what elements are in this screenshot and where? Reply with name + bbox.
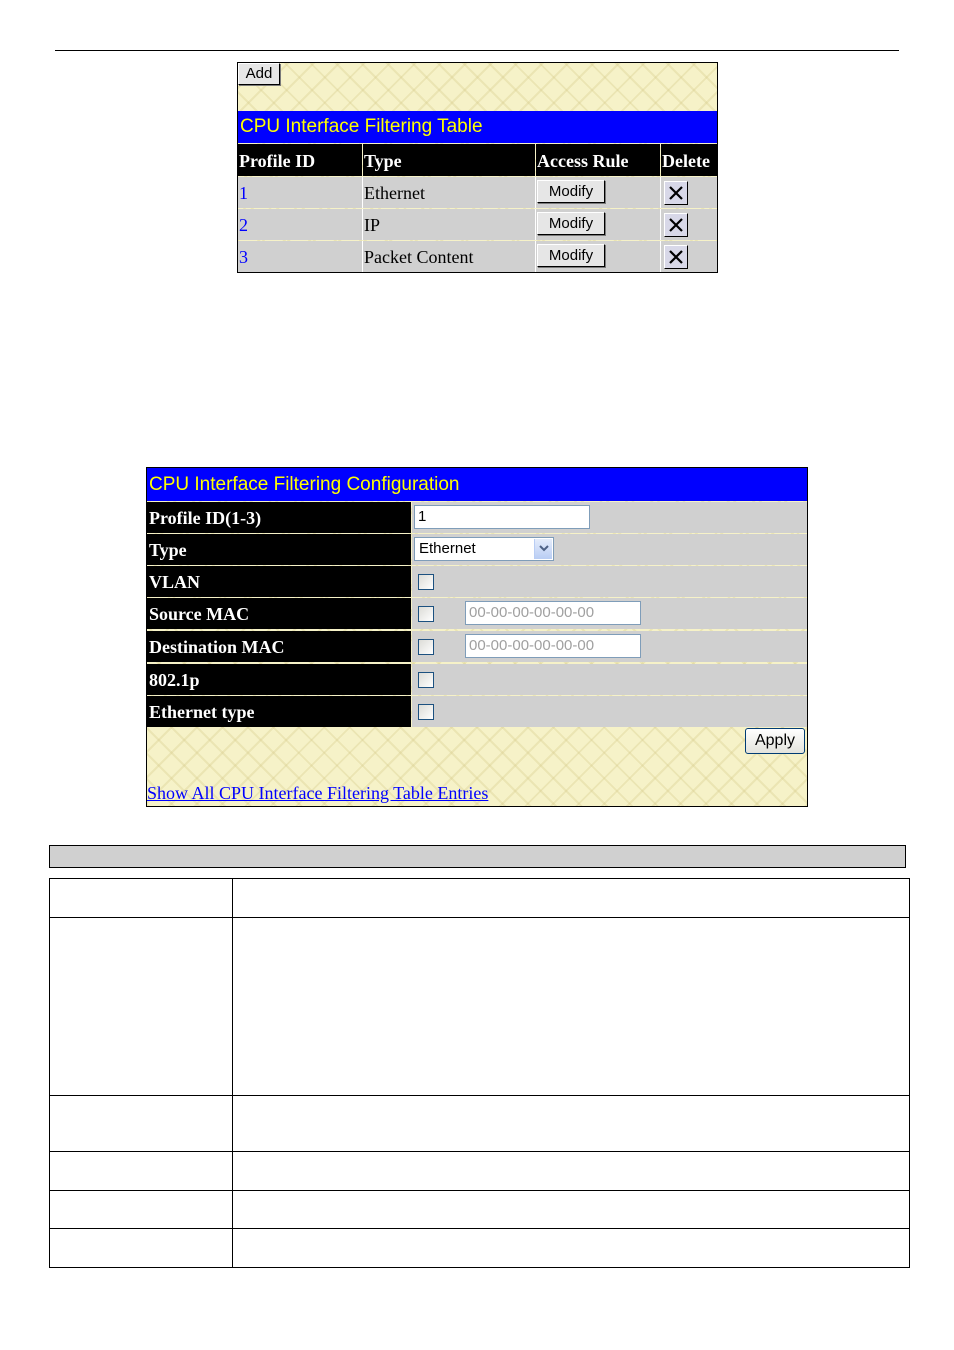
- header-profile-id: Profile ID: [238, 144, 362, 176]
- source-mac-input[interactable]: 00-00-00-00-00-00: [465, 601, 641, 625]
- source-mac-checkbox[interactable]: [418, 606, 434, 622]
- vlan-checkbox[interactable]: [418, 574, 434, 590]
- profile-id-link[interactable]: 1: [239, 183, 248, 203]
- table-row: [50, 1191, 910, 1229]
- type-cell: Packet Content: [364, 247, 474, 267]
- table-row: [238, 241, 717, 272]
- header-access-rule: Access Rule: [536, 144, 660, 176]
- apply-button[interactable]: Apply: [745, 728, 805, 754]
- ethernet-type-label: Ethernet type: [147, 696, 411, 727]
- delete-icon[interactable]: [664, 181, 688, 205]
- table-cell: [50, 918, 233, 1096]
- vlan-label: VLAN: [147, 566, 411, 597]
- dot1p-label: 802.1p: [147, 664, 411, 695]
- type-label: Type: [147, 534, 411, 565]
- table-cell: [50, 1229, 233, 1268]
- filtering-configuration-panel: [146, 467, 808, 807]
- column-divider: [535, 209, 536, 240]
- table-cell: [233, 1229, 910, 1268]
- header-delete: Delete: [661, 144, 717, 176]
- type-value-cell: [412, 534, 807, 565]
- vlan-value-cell: [412, 566, 807, 597]
- filtering-table-header: [238, 144, 717, 176]
- type-cell: Ethernet: [364, 183, 425, 203]
- profile-id-label: Profile ID(1-3): [147, 502, 411, 533]
- profile-id-row: [147, 502, 807, 533]
- chevron-down-icon[interactable]: [534, 539, 552, 559]
- column-divider: [660, 241, 661, 272]
- filtering-table-panel: [237, 62, 718, 273]
- destination-mac-label: Destination MAC: [147, 631, 411, 662]
- delete-icon[interactable]: [664, 245, 688, 269]
- configuration-title: CPU Interface Filtering Configuration: [147, 468, 807, 501]
- vlan-row: [147, 566, 807, 597]
- table-cell: [50, 1191, 233, 1229]
- table-row: [50, 1096, 910, 1152]
- table-cell: [233, 1152, 910, 1191]
- destination-mac-row: [147, 631, 807, 662]
- source-mac-label: Source MAC: [147, 598, 411, 629]
- profile-id-link[interactable]: 2: [239, 215, 248, 235]
- ethernet-type-row: [147, 696, 807, 727]
- column-divider: [660, 177, 661, 208]
- modify-button[interactable]: Modify: [537, 212, 605, 235]
- destination-mac-value-cell: [412, 631, 807, 662]
- add-button[interactable]: Add: [238, 63, 280, 85]
- filtering-table-title: CPU Interface Filtering Table: [238, 111, 717, 143]
- description-table: [49, 878, 910, 1268]
- modify-button[interactable]: Modify: [537, 180, 605, 203]
- header-type: Type: [363, 144, 535, 176]
- type-row: [147, 534, 807, 565]
- table-cell: [50, 1096, 233, 1152]
- ethernet-type-value-cell: [412, 696, 807, 727]
- column-divider: [535, 241, 536, 272]
- profile-id-value-cell: [412, 502, 807, 533]
- column-divider: [535, 177, 536, 208]
- destination-mac-input[interactable]: 00-00-00-00-00-00: [465, 634, 641, 658]
- table-cell: [233, 1191, 910, 1229]
- destination-mac-checkbox[interactable]: [418, 639, 434, 655]
- table-cell: [233, 1096, 910, 1152]
- table-row: [50, 1152, 910, 1191]
- column-divider: [660, 209, 661, 240]
- table-row: [50, 1229, 910, 1268]
- dot1p-row: [147, 664, 807, 695]
- modify-button[interactable]: Modify: [537, 244, 605, 267]
- table-cell: [50, 1152, 233, 1191]
- table-row: [50, 879, 910, 918]
- table-cell: [50, 879, 233, 918]
- page-top-rule: [55, 50, 899, 51]
- description-table-heading-bar: [49, 845, 906, 868]
- delete-icon[interactable]: [664, 213, 688, 237]
- show-all-entries-link[interactable]: Show All CPU Interface Filtering Table Entries: [147, 783, 489, 803]
- ethernet-type-checkbox[interactable]: [418, 704, 434, 720]
- type-cell: IP: [364, 215, 381, 235]
- table-row: [238, 177, 717, 208]
- dot1p-value-cell: [412, 664, 807, 695]
- profile-id-link[interactable]: 3: [239, 247, 248, 267]
- dot1p-checkbox[interactable]: [418, 672, 434, 688]
- table-row: [238, 209, 717, 240]
- source-mac-row: [147, 598, 807, 629]
- profile-id-input[interactable]: 1: [414, 505, 590, 529]
- type-select-value: Ethernet: [419, 540, 476, 557]
- source-mac-value-cell: [412, 598, 807, 629]
- type-select[interactable]: [414, 537, 554, 561]
- table-cell: [233, 879, 910, 918]
- table-row: [50, 918, 910, 1096]
- table-cell: [233, 918, 910, 1096]
